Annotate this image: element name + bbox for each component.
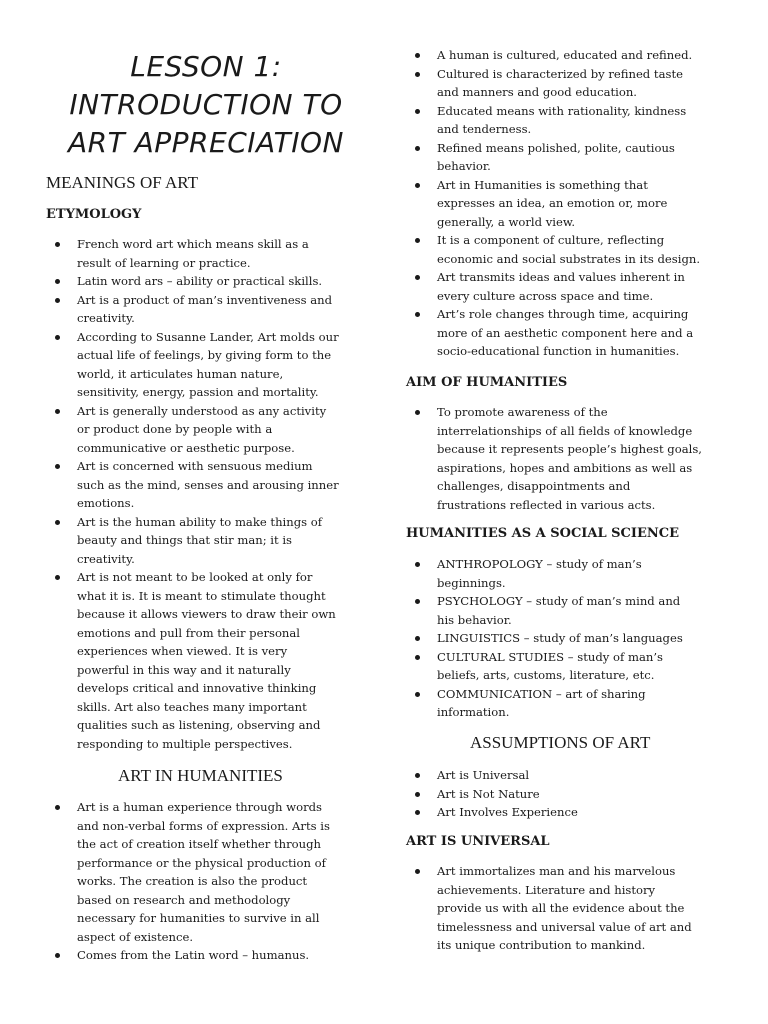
list-item-text: the act of creation itself whether through [77, 837, 322, 851]
list-item-text: Art is the human ability to make things of [77, 514, 323, 529]
list-item-text: aspect of existence. [77, 929, 194, 944]
list-item-text: interrelationships of all fields of knowledge [437, 423, 693, 438]
list-item-text: provide us with all the evidence about the [437, 901, 685, 915]
list-item [409, 592, 754, 629]
list-item-text: every culture across space and time. [437, 288, 654, 303]
list-item-text: Art is a human experience through words [77, 800, 322, 814]
list-item-text: develops critical and innovative thinking [77, 681, 317, 695]
list-item-text: works. The creation is also the product [77, 874, 308, 888]
list-item-text: Art transmits ideas and values inherent in [437, 270, 685, 284]
social-science-heading: HUMANITIES AS A SOCIAL SCIENCE [406, 526, 680, 541]
list-item-text: French word art which means skill as a [77, 237, 309, 251]
meanings-heading: MEANINGS OF ART [46, 173, 198, 192]
list-item-text: performance or the physical production of [77, 855, 326, 870]
art-in-humanities-heading: ART IN HUMANITIES [118, 766, 283, 785]
etymology-heading: ETYMOLOGY [46, 207, 142, 222]
list-item-text: Comes from the Latin word – humanus. [77, 948, 310, 962]
list-item [409, 268, 754, 305]
list-item-text: Art is generally understood as any activity [77, 403, 327, 418]
list-item-text: qualities such as listening, observing and [77, 718, 321, 732]
list-item-text: Educated means with rationality, kindness [437, 103, 687, 118]
list-item-text: emotions and pull from their personal [77, 625, 301, 640]
list-item-text: sensitivity, energy, passion and mortality. [77, 385, 319, 399]
list-item [409, 102, 754, 139]
title-line: ART APPRECIATION [68, 126, 344, 159]
list-item [49, 235, 379, 272]
list-item-text: challenges, disappointments and [437, 479, 631, 493]
list-item [409, 648, 754, 685]
list-item-text: Latin word ars – ability or practical skills. [77, 274, 323, 288]
list-item-text: emotions. [77, 496, 135, 510]
list-item-text: LINGUISTICS – study of man’s languages [437, 631, 683, 645]
list-item-text: because it allows viewers to draw their own [77, 607, 336, 621]
list-item-text: Art is Not Nature [437, 786, 540, 801]
list-item [409, 176, 754, 232]
list-item-text: Art in Humanities is something that [437, 177, 648, 192]
list-item-text: Art’s role changes through time, acquiring [437, 307, 689, 321]
list-item-text: beliefs, arts, customs, literature, etc. [437, 668, 655, 682]
list-item-text: based on research and methodology [77, 892, 291, 907]
humanities-list [409, 46, 754, 361]
list-item-text: beginnings. [437, 575, 506, 590]
etymology-list [49, 235, 379, 753]
list-item-text: frustrations reflected in various acts. [437, 497, 656, 512]
aim-heading: AIM OF HUMANITIES [406, 375, 568, 390]
list-item-text: creativity. [77, 551, 135, 566]
list-item-text: achievements. Literature and history [437, 882, 656, 897]
list-item-text: responding to multiple perspectives. [77, 736, 293, 751]
list-item-text: result of learning or practice. [77, 255, 251, 270]
list-item [49, 513, 379, 569]
list-item-text: Refined means polished, polite, cautious [437, 140, 675, 155]
list-item-text: beauty and things that stir man; it is [77, 533, 292, 547]
list-item-text: Art is concerned with sensuous medium [77, 459, 313, 473]
list-item-text: because it represents people’s highest goals, [437, 442, 702, 456]
list-item [409, 555, 754, 592]
list-item [49, 328, 379, 402]
list-item-text: Art is Universal [437, 768, 530, 782]
assumptions-heading: ASSUMPTIONS OF ART [470, 733, 651, 752]
list-item-text: It is a component of culture, reflecting [437, 233, 665, 247]
list-item [409, 629, 754, 648]
list-item-text: experiences when viewed. It is very [77, 644, 288, 658]
list-item-text: ANTHROPOLOGY – study of man’s [437, 557, 642, 571]
list-item-text: According to Susanne Lander, Art molds our [77, 329, 339, 344]
list-item-text: world, it articulates human nature, [77, 366, 284, 381]
list-item-text: his behavior. [437, 612, 512, 627]
list-item-text: aspirations, hopes and ambitions as well as [437, 460, 693, 475]
list-item-text: more of an aesthetic component here and a [437, 325, 694, 340]
list-item-text: expresses an idea, an emotion or, more [437, 196, 668, 210]
list-item-text: To promote awareness of the [437, 405, 608, 419]
list-item [409, 685, 754, 722]
social-science-list [409, 555, 754, 722]
title-line: LESSON 1: [130, 50, 282, 83]
list-item [49, 946, 379, 965]
list-item-text: its unique contribution to mankind. [437, 938, 646, 952]
list-item-text: CULTURAL STUDIES – study of man’s [437, 649, 663, 664]
list-item-text: PSYCHOLOGY – study of man’s mind and [437, 594, 681, 608]
list-item [409, 65, 754, 102]
title-line: INTRODUCTION TO [69, 88, 343, 121]
list-item-text: information. [437, 705, 510, 719]
list-item-text: Art is not meant to be looked at only for [77, 570, 313, 584]
list-item [49, 272, 379, 291]
assumptions-list [409, 766, 754, 822]
list-item-text: communicative or aesthetic purpose. [77, 440, 295, 455]
list-item [49, 568, 379, 753]
list-item-text: skills. Art also teaches many important [77, 699, 307, 714]
list-item-text: necessary for humanities to survive in all [77, 911, 320, 925]
list-item [49, 457, 379, 513]
list-item [409, 403, 754, 514]
list-item-text: behavior. [437, 159, 491, 173]
list-item-text: powerful in this way and it naturally [77, 662, 291, 677]
list-item [409, 305, 754, 361]
list-item-text: and manners and good education. [437, 85, 637, 99]
list-item-text: and tenderness. [437, 122, 532, 136]
list-item-text: and non-verbal forms of expression. Arts is [77, 818, 330, 833]
list-item-text: economic and social substrates in its design. [437, 251, 701, 266]
aim-list [409, 403, 754, 514]
list-item-text: actual life of feelings, by giving form to the [77, 348, 332, 362]
list-item-text: socio-educational function in humanities. [437, 344, 680, 358]
list-item-text: Art is a product of man’s inventiveness and [77, 292, 333, 307]
list-item [49, 798, 379, 946]
list-item-text: generally, a world view. [437, 214, 576, 229]
list-item-text: COMMUNICATION – art of sharing [437, 686, 646, 701]
list-item [49, 291, 379, 328]
art-is-universal-heading: ART IS UNIVERSAL [406, 834, 550, 849]
list-item [409, 46, 754, 65]
list-item-text: or product done by people with a [77, 422, 273, 436]
list-item-text: Art immortalizes man and his marvelous [437, 864, 676, 878]
art-in-humanities-list [49, 798, 379, 965]
list-item-text: creativity. [77, 311, 135, 325]
list-item [409, 862, 754, 955]
art-is-universal-list [409, 862, 754, 955]
list-item-text: timelessness and universal value of art and [437, 919, 692, 934]
list-item [409, 785, 754, 804]
list-item [409, 766, 754, 785]
list-item-text: A human is cultured, educated and refined. [437, 48, 693, 62]
list-item [409, 803, 754, 822]
lesson-title [36, 48, 376, 162]
list-item-text: Cultured is characterized by refined taste [437, 66, 683, 81]
list-item-text: such as the mind, senses and arousing inner [77, 477, 339, 492]
list-item [409, 231, 754, 268]
list-item [409, 139, 754, 176]
list-item-text: what it is. It is meant to stimulate thought [77, 588, 326, 603]
list-item [49, 402, 379, 458]
list-item-text: Art Involves Experience [437, 805, 578, 819]
